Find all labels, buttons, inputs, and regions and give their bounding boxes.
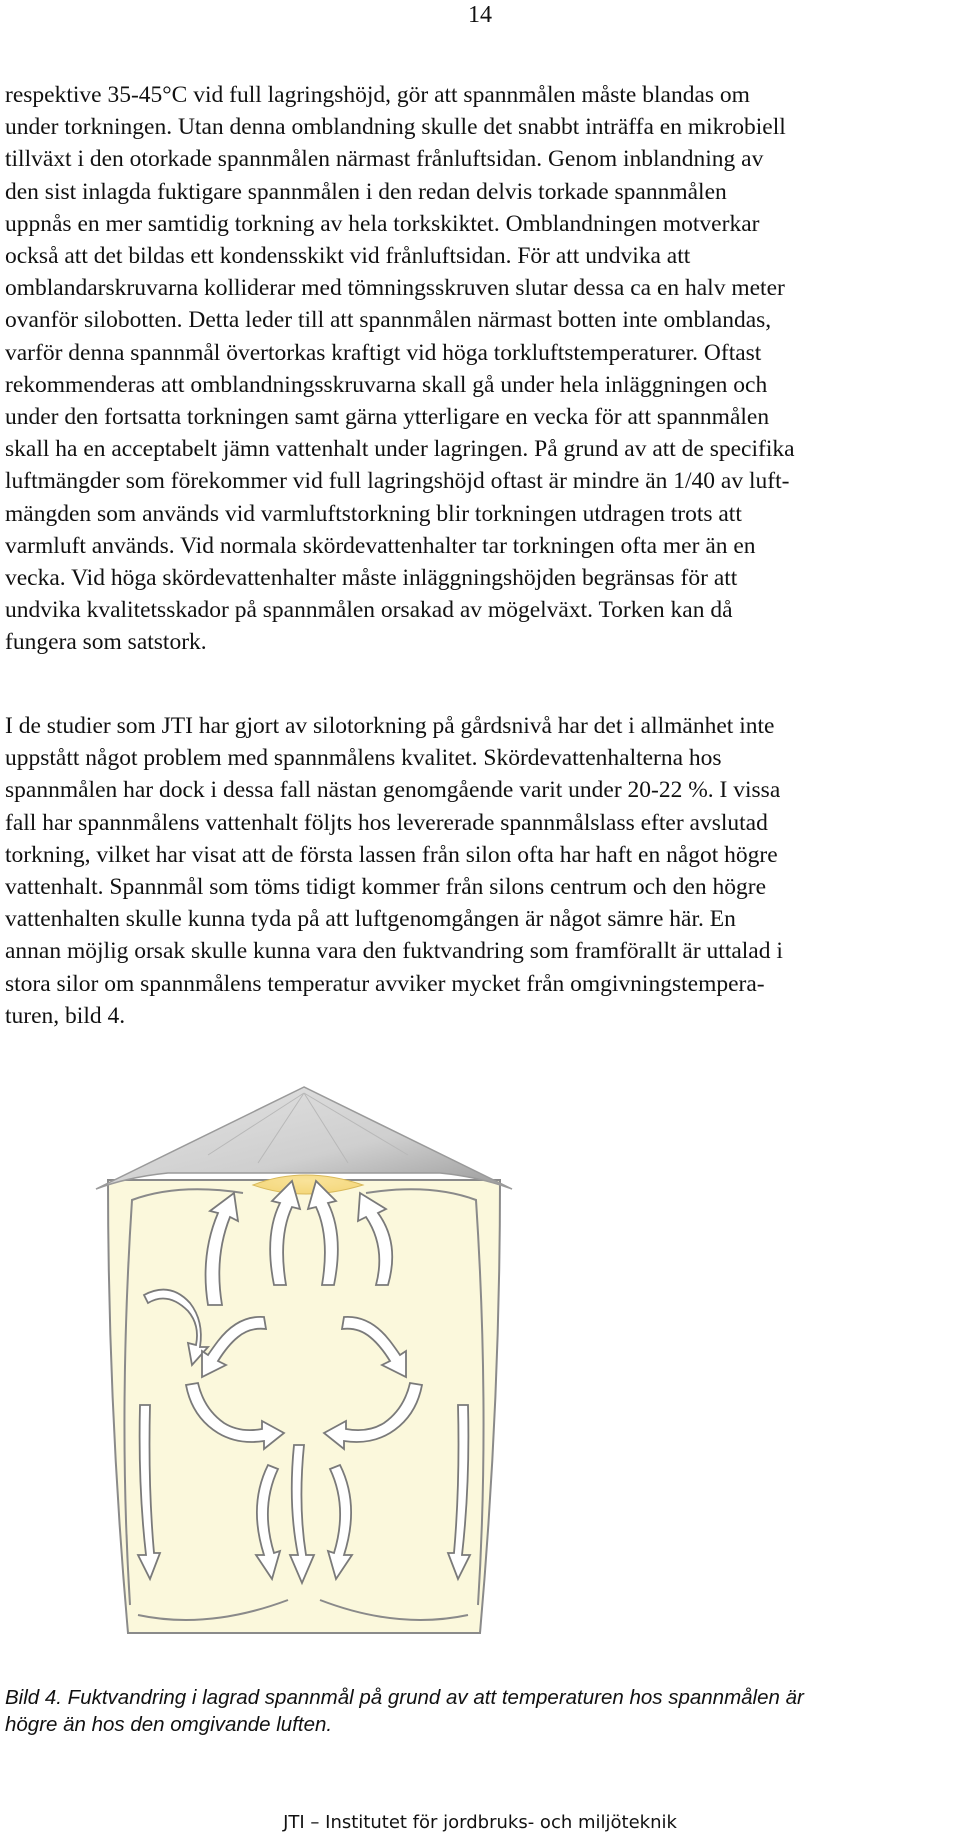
text-line: fall har spannmålens vattenhalt följts hos levererade spannmålslass efter avslutad — [5, 809, 768, 836]
text-line: under den fortsatta torkningen samt gärna ytterligare en vecka för att spannmålen — [5, 404, 770, 431]
caption-line: Bild 4. Fuktvandring i lagrad spannmål på grund av att temperaturen hos spannmålen är — [5, 1686, 804, 1709]
paragraph-1 — [5, 79, 955, 659]
text-line: vattenhalt. Spannmål som töms tidigt kommer från silons centrum och den högre — [5, 874, 766, 901]
text-line: uppstått något problem med spannmålens kvalitet. Skördevattenhalterna hos — [5, 745, 722, 772]
text-line: den sist inlagda fuktigare spannmålen i den redan delvis torkade spannmålen — [5, 178, 727, 205]
text-line: undvika kvalitetsskador på spannmålen orsakad av mögelväxt. Torken kan då — [5, 597, 733, 624]
silo-roof — [96, 1087, 512, 1189]
text-line: annan möjlig orsak skulle kunna vara den fuktvandring som framförallt är uttalad i — [5, 938, 783, 965]
page-footer: JTI – Institutet för jordbruks- och miljöteknik — [283, 1812, 677, 1833]
text-line: stora silor om spannmålens temperatur avviker mycket från omgivningstempera- — [5, 970, 765, 997]
text-line: vecka. Vid höga skördevattenhalter måste inläggningshöjden begränsas för att — [5, 565, 738, 592]
text-line: mängden som används vid varmluftstorkning blir torkningen utdragen trots att — [5, 500, 742, 527]
text-line: rekommenderas att omblandningsskruvarna skall gå under hela inläggningen och — [5, 371, 768, 398]
silo-moisture-migration-figure — [88, 1085, 818, 1645]
text-line: turen, bild 4. — [5, 1002, 126, 1029]
text-line: varmluft används. Vid normala skördevattenhalter tar torkningen ofta mer än en — [5, 532, 756, 559]
text-line: skall ha en acceptabelt jämn vattenhalt under lagringen. På grund av att de specifika — [5, 436, 795, 463]
text-line: spannmålen har dock i dessa fall nästan genomgående varit under 20-22 %. I vissa — [5, 777, 781, 804]
text-line: också att det bildas ett kondensskikt vid frånluftsidan. För att undvika att — [5, 243, 691, 270]
text-line: respektive 35-45°C vid full lagringshöjd, gör att spannmålen måste blandas om — [5, 82, 750, 108]
text-line: varför denna spannmål övertorkas kraftigt vid höga torkluftstemperaturer. Oftast — [5, 339, 762, 366]
text-line: I de studier som JTI har gjort av silotorkning på gårdsnivå har det i allmänhet inte — [5, 713, 775, 739]
silo-illustration — [88, 1085, 818, 1645]
text-line: omblandarskruvarna kolliderar med tömningsskruven slutar dessa ca en halv meter — [5, 275, 785, 302]
text-line: fungera som satstork. — [5, 629, 207, 656]
text-line: under torkningen. Utan denna omblandning skulle det snabbt inträffa en mikrobiell — [5, 114, 786, 141]
text-line: torkning, vilket har visat att de första lassen från silon ofta har haft en något högre — [5, 841, 778, 868]
figure-caption — [5, 1684, 955, 1738]
caption-line: högre än hos den omgivande luften. — [5, 1713, 333, 1736]
text-line: tillväxt i den otorkade spannmålen närmast frånluftsidan. Genom inblandning av — [5, 146, 764, 173]
text-line: ovanför silobotten. Detta leder till att spannmålen närmast botten inte omblandas, — [5, 307, 772, 334]
text-line: luftmängder som förekommer vid full lagringshöjd oftast är mindre än 1/40 av luft- — [5, 468, 790, 495]
page-number: 14 — [468, 2, 492, 28]
paragraph-2 — [5, 710, 955, 1032]
text-line: uppnås en mer samtidig torkning av hela torkskiktet. Omblandningen motverkar — [5, 210, 760, 237]
text-line: vattenhalten skulle kunna tyda på att luftgenomgången är något sämre här. En — [5, 906, 736, 933]
